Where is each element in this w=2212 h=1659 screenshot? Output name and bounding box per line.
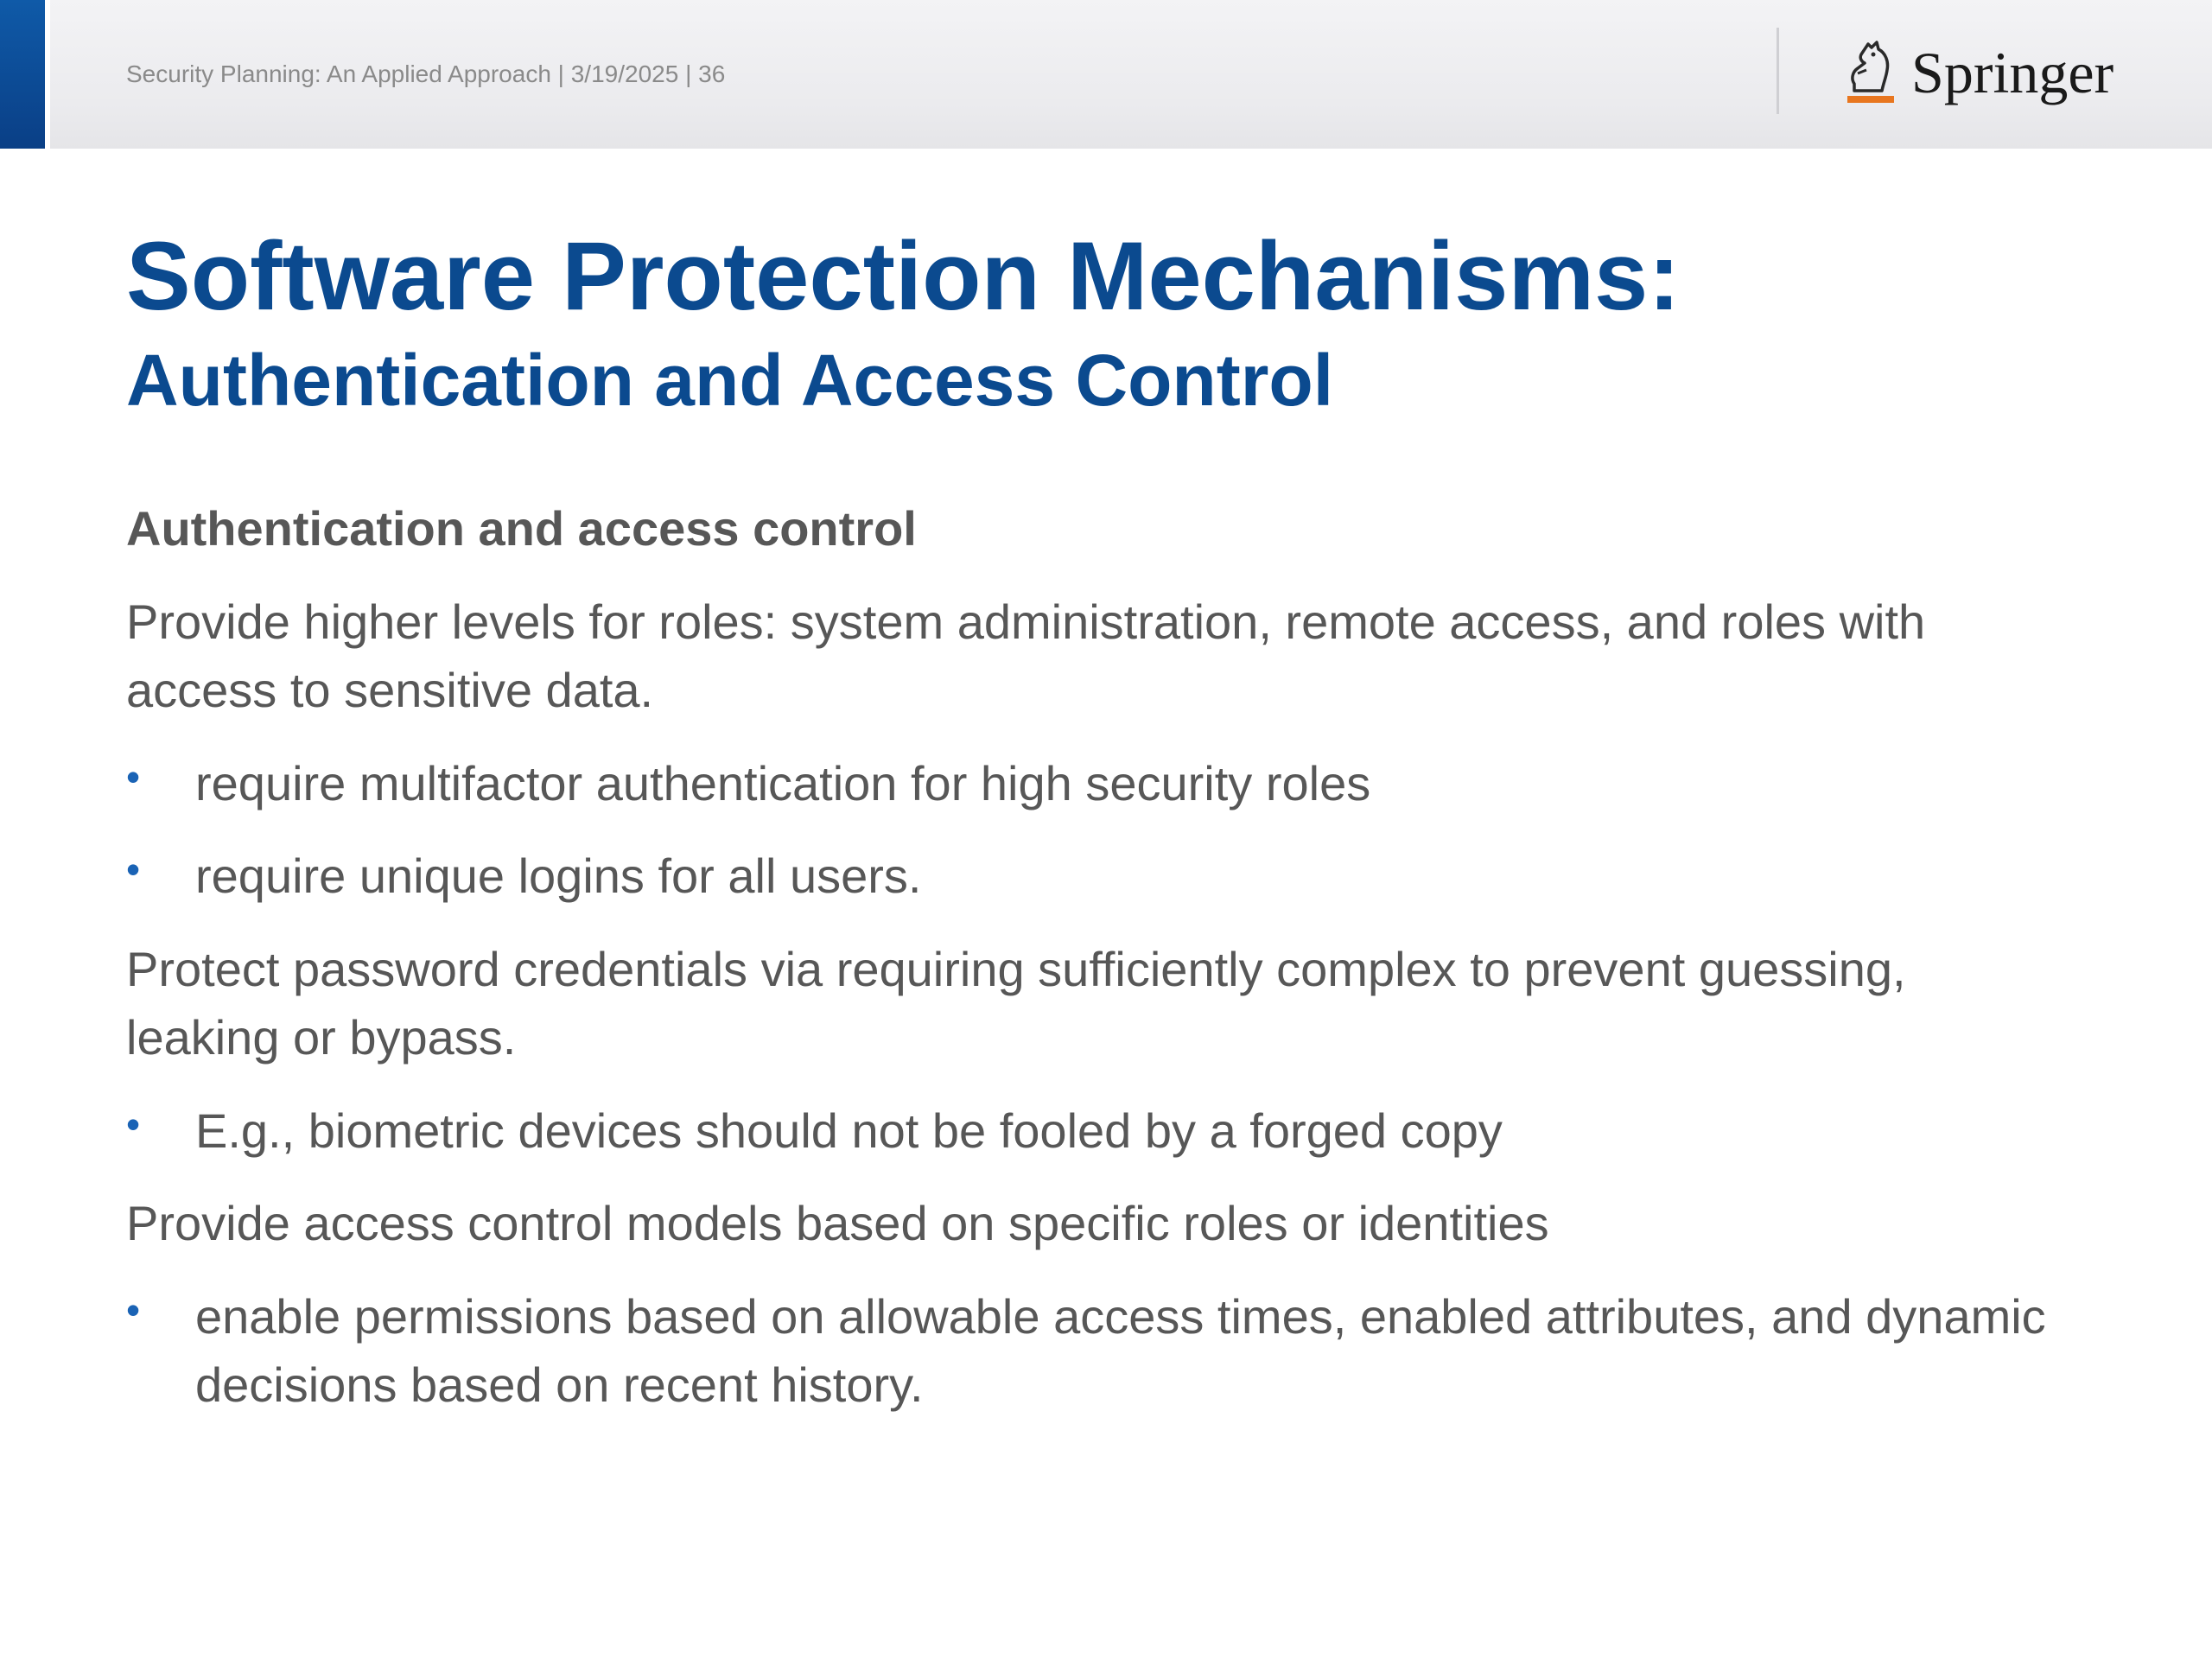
- bullet-text: require multifactor authentication for high security roles: [195, 755, 1371, 810]
- body-paragraph: Provide higher levels for roles: system administration, remote access, and roles with access to sensitive data.: [126, 594, 1926, 718]
- bullet-item: [126, 749, 2062, 818]
- springer-wordmark: Springer: [1911, 40, 2114, 105]
- header-accent-bar: [0, 0, 45, 149]
- bullet-item: [126, 1282, 2062, 1420]
- slide-header: [0, 0, 2212, 149]
- springer-logo: [1839, 29, 2113, 116]
- bullet-item: [126, 842, 2062, 911]
- bullet-text: require unique logins for all users.: [195, 849, 922, 904]
- section-heading: Authentication and access control: [126, 501, 917, 556]
- body-paragraph: Provide access control models based on specific roles or identities: [126, 1196, 1549, 1251]
- slide-title: Software Protection Mechanisms:: [126, 222, 1681, 330]
- bullet-text: E.g., biometric devices should not be fooled by a forged copy: [195, 1103, 1503, 1158]
- bullet-icon: •: [126, 1101, 141, 1147]
- body-paragraph: Protect password credentials via requiring sufficiently complex to prevent guessing, leaking or bypass.: [126, 941, 1906, 1065]
- bullet-icon: •: [126, 1287, 141, 1332]
- bullet-icon: •: [126, 847, 141, 893]
- slide-subtitle: Authentication and Access Control: [126, 340, 1334, 421]
- slide-footer-info: Security Planning: An Applied Approach | 3/19/2025 | 36: [126, 60, 726, 87]
- header-divider: [1777, 28, 1779, 114]
- slide-body: [126, 494, 2062, 1444]
- chess-knight-icon: [1839, 34, 1899, 111]
- bullet-item: [126, 1096, 2062, 1166]
- bullet-icon: •: [126, 753, 141, 799]
- bullet-text: enable permissions based on allowable access times, enabled attributes, and dynamic decisions based on recent history.: [195, 1288, 2046, 1413]
- header-accent-gap: [45, 0, 50, 149]
